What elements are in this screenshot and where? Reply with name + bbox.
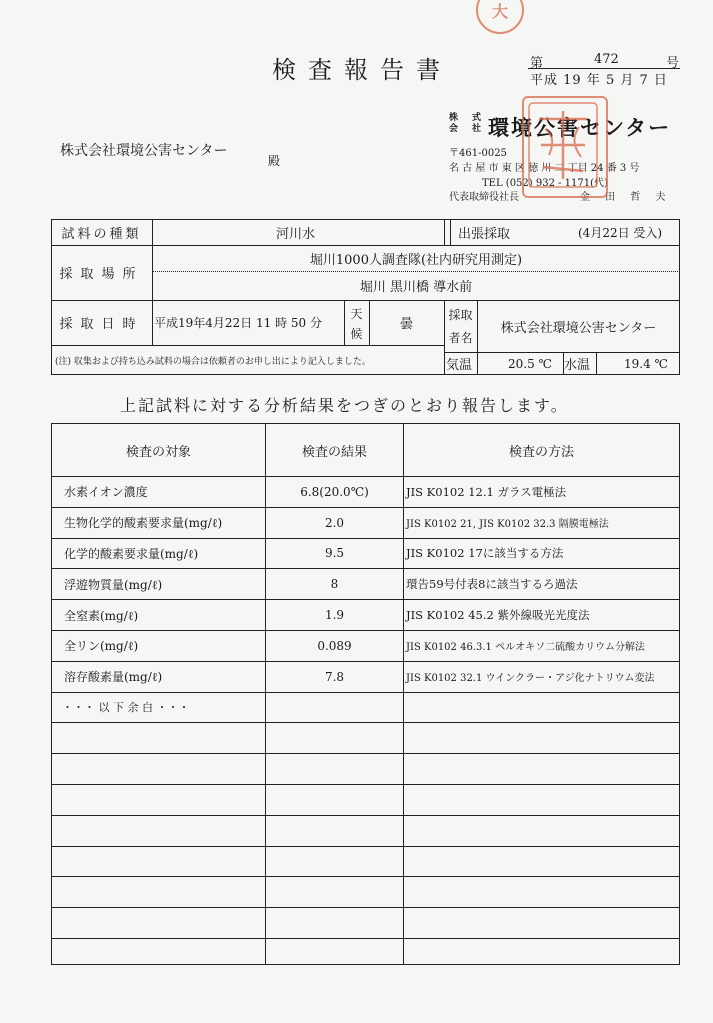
result-method-cell: JIS K0102 45.2 紫外線吸光光度法	[406, 608, 590, 623]
number-prefix: 第	[530, 56, 544, 71]
issuer-representative-label: 代表取締役社長	[449, 192, 519, 203]
table-row	[52, 816, 679, 847]
result-item-cell: ・・・ 以 下 余 白 ・・・	[62, 701, 190, 715]
result-value-cell	[266, 785, 403, 815]
results-table	[51, 423, 680, 965]
collector-label-1: 採取	[448, 307, 473, 322]
result-item-cell	[52, 939, 265, 970]
result-method-cell: 環告59号付表8に該当するろ過法	[406, 577, 578, 592]
air-temp-label: 気温	[446, 358, 473, 373]
issuer-tel: TEL (052) 932 - 1171(代)	[482, 178, 608, 189]
result-item-cell: 浮遊物質量(mg/ℓ)	[64, 577, 163, 592]
result-item-cell	[52, 754, 265, 784]
collector-label-2: 者名	[448, 330, 473, 345]
issuer-kabushiki: 株 会	[449, 113, 459, 134]
result-item-cell: 化学的酸素要求量(mg/ℓ)	[64, 546, 199, 561]
issuer-name: 環境公害センター	[488, 116, 672, 140]
table-row	[52, 908, 679, 939]
weather-value: 曇	[399, 317, 413, 332]
sample-type-value: 河川水	[276, 226, 316, 242]
result-method-cell	[404, 754, 679, 784]
table-row	[52, 785, 679, 816]
table-row	[52, 847, 679, 878]
sample-type-label: 試料の種類	[61, 226, 142, 242]
addressee-honorific: 殿	[268, 154, 281, 168]
result-item-cell: 全窒素(mg/ℓ)	[64, 608, 139, 623]
result-value-cell	[266, 847, 403, 877]
table-row	[52, 631, 679, 662]
result-value-cell	[266, 877, 403, 907]
table-row	[52, 600, 679, 631]
document-title: 検査報告書	[272, 56, 452, 84]
result-method-cell: JIS K0102 21, JIS K0102 32.3 隔膜電極法	[406, 519, 609, 531]
result-value-cell: 6.8(20.0℃)	[300, 484, 369, 499]
results-header-result: 検査の結果	[301, 444, 367, 460]
result-method-cell	[404, 693, 679, 723]
sample-col-line-2	[444, 219, 445, 245]
result-method-cell	[404, 723, 679, 753]
issuer-address: 名 古 屋 市 東 区 徳 川 二 丁目 24 番 3 号	[449, 163, 640, 174]
result-method-cell	[404, 847, 679, 877]
intro-text: 上記試料に対する分析結果をつぎのとおり報告します。	[120, 396, 569, 415]
addressee-name: 株式会社環境公害センター	[60, 143, 228, 159]
result-item-cell	[52, 816, 265, 846]
issuer-representative-name: 金 田 哲 夫	[580, 192, 672, 203]
number-suffix: 号	[666, 56, 680, 71]
result-value-cell: 7.8	[324, 669, 345, 684]
result-method-cell	[404, 785, 679, 815]
result-value-cell	[266, 939, 403, 970]
results-header-row	[52, 424, 679, 477]
result-value-cell	[266, 908, 403, 938]
result-value-cell: 2.0	[324, 515, 345, 530]
table-row	[52, 723, 679, 754]
sample-datetime-label: 採取日時	[59, 317, 144, 332]
air-temp-value: 20.5 ℃	[508, 356, 552, 371]
table-row	[52, 477, 679, 508]
table-row	[52, 877, 679, 908]
table-row	[52, 754, 679, 785]
company-seal-stamp	[522, 96, 608, 198]
result-method-cell: JIS K0102 32.1 ウインクラー・アジ化ナトリウム変法	[406, 673, 655, 685]
result-value-cell: 0.089	[317, 638, 352, 653]
table-row	[52, 693, 679, 724]
result-method-cell	[404, 908, 679, 938]
water-temp-label: 水温	[564, 358, 591, 373]
result-value-cell	[266, 693, 403, 723]
issuer-shikisha: 式 社	[472, 113, 482, 134]
table-row	[52, 939, 679, 970]
sample-place-line-2: 堀川 黒川橋 導水前	[359, 280, 473, 295]
result-value-cell	[266, 816, 403, 846]
water-temp-value: 19.4 ℃	[624, 356, 668, 371]
result-item-cell	[52, 723, 265, 753]
sample-col-line-8	[596, 352, 597, 375]
sample-note: (注) 収集および持ち込み試料の場合は依頼者のお申し出により記入しました。	[55, 356, 371, 367]
top-seal-stamp: 大	[476, 0, 524, 34]
result-method-cell: JIS K0102 46.3.1 ペルオキソ二硫酸カリウム分解法	[406, 642, 645, 654]
result-item-cell	[52, 908, 265, 938]
result-item-cell	[52, 785, 265, 815]
weather-label-2: 候	[350, 326, 363, 341]
result-method-cell	[404, 816, 679, 846]
table-row	[52, 662, 679, 693]
result-item-cell: 全リン(mg/ℓ)	[64, 639, 139, 654]
received-date: (4月22日 受入)	[578, 225, 663, 240]
report-date: 平成 19 年 5 月 7 日	[530, 73, 668, 88]
table-row	[52, 539, 679, 570]
result-method-cell	[404, 939, 679, 970]
sample-col-line-2b	[450, 219, 451, 245]
collector-value: 株式会社環境公害センター	[500, 320, 657, 336]
result-item-cell	[52, 877, 265, 907]
seal-border-icon	[527, 101, 599, 189]
table-row	[52, 508, 679, 539]
collection-method: 出張採取	[458, 226, 511, 242]
result-value-cell	[266, 754, 403, 784]
issuer-postal: 〒461-0025	[449, 148, 507, 159]
result-value-cell	[266, 723, 403, 753]
result-value-cell: 8	[330, 577, 339, 592]
result-method-cell	[404, 877, 679, 907]
results-header-method: 検査の方法	[508, 444, 574, 460]
sample-place-line-1: 堀川1000人調査隊(社内研究用測定)	[309, 252, 523, 268]
result-item-cell	[52, 847, 265, 877]
weather-label-1: 天	[350, 306, 363, 321]
table-row	[52, 569, 679, 600]
result-item-cell: 水素イオン濃度	[64, 485, 148, 500]
result-value-cell: 9.5	[324, 546, 345, 561]
result-item-cell: 溶存酸素量(mg/ℓ)	[64, 670, 163, 685]
sample-place-label: 採取場所	[59, 267, 144, 282]
result-method-cell: JIS K0102 12.1 ガラス電極法	[406, 484, 567, 499]
result-item-cell: 生物化学的酸素要求量(mg/ℓ)	[64, 516, 223, 531]
result-value-cell: 1.9	[324, 608, 345, 623]
sample-datetime-value: 平成19年4月22日 11 時 50 分	[154, 316, 322, 330]
number-value: 472	[594, 52, 619, 67]
result-method-cell: JIS K0102 17に該当する方法	[406, 546, 564, 561]
results-header-item: 検査の対象	[125, 444, 191, 460]
